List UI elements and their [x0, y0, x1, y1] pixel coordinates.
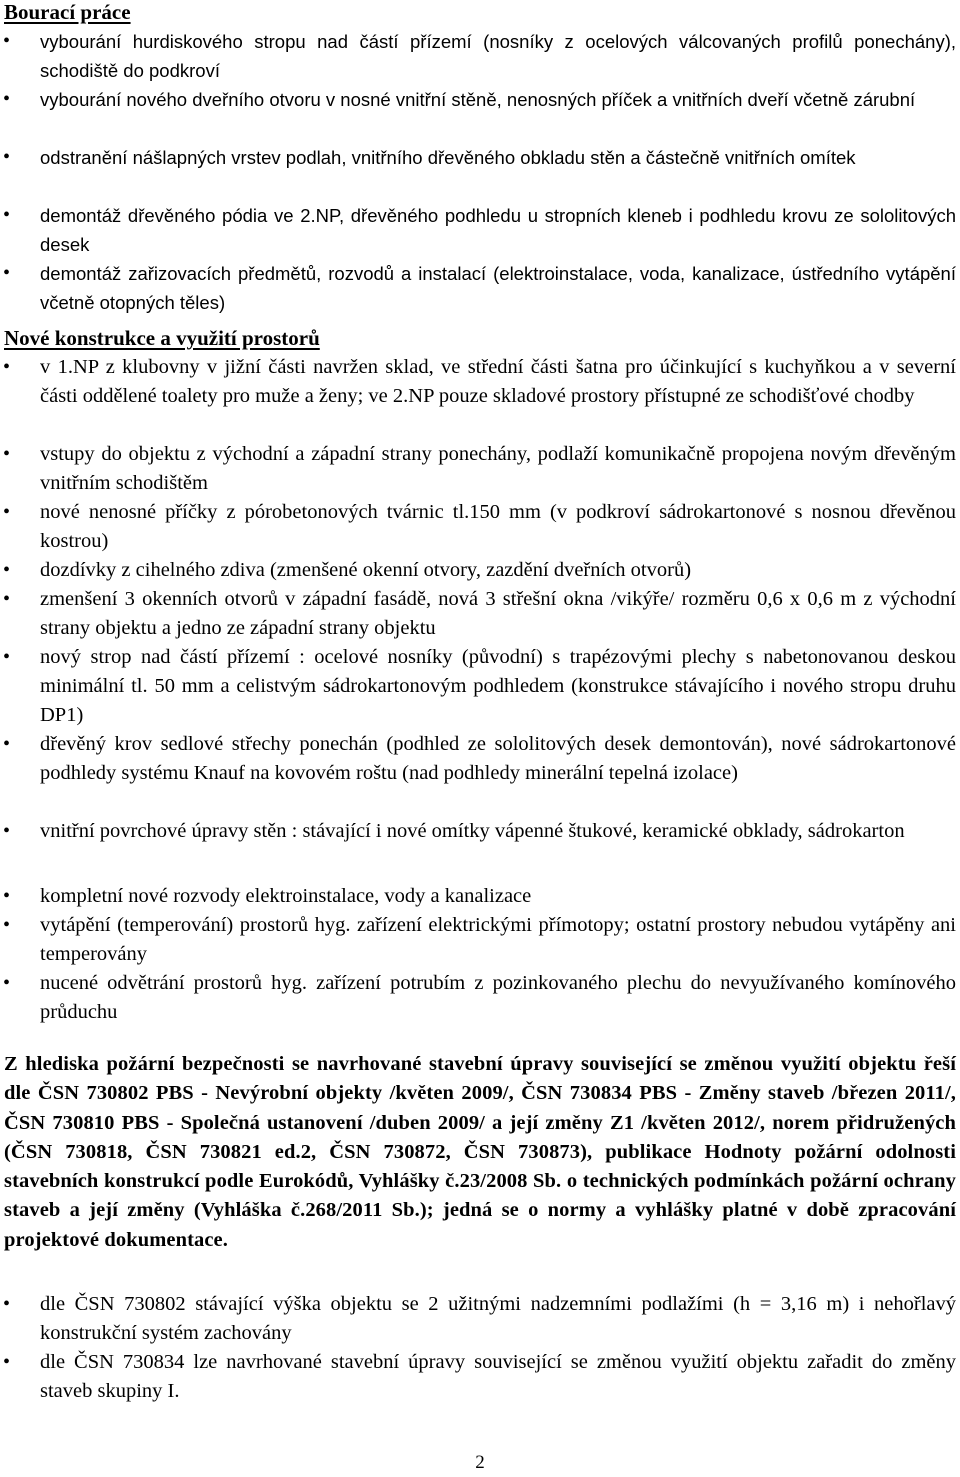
list-item-text: nové nenosné příčky z pórobetonových tvárnic tl.150 mm (v podkroví sádrokartonové s nosnou dřevěnou kostrou): [40, 501, 956, 552]
bullet-icon: •: [3, 204, 11, 226]
fire-safety-paragraph: Z hlediska požární bezpečnosti se navrhované stavební úpravy související se změnou využití objektu řeší dle ČSN 730802 PBS - Nevýrobní objekty /květen 2009/, ČSN 730834 PBS - Změny staveb /březen 2011/, ČSN 730810 PBS - Společná ustanovení /duben 2009/ a její změny Z1 /květen 2012/, norem přidružených (ČSN 730818, ČSN 730821 ed.2, ČSN 730872, ČSN 730873), publikace Hodnoty požární odolnosti stavebních konstrukcí podle Eurokódů, Vyhlášky č.23/2008 Sb. o technických podmínkách požární ochrany staveb a její změny (Vyhláška č.268/2011 Sb.); jedná se o normy a vyhlášky platné v době zpracování projektové dokumentace.: [4, 1053, 956, 1251]
list-item-text: demontáž zařizovacích předmětů, rozvodů a instalací (elektroinstalace, voda, kanalizace, ústředního vytápění včetně otopných těles): [40, 263, 956, 313]
bullet-icon: •: [3, 1351, 11, 1373]
bullet-icon: •: [3, 885, 11, 907]
bullet-icon: •: [3, 733, 11, 755]
bullet-icon: •: [3, 1293, 11, 1315]
list-item-text: vnitřní povrchové úpravy stěn : stávající i nové omítky vápenné štukové, keramické obklady, sádrokarton: [40, 820, 905, 842]
page-number: 2: [475, 1452, 485, 1473]
list-item-text: vstupy do objektu z východní a západní strany ponechány, podlaží komunikačně propojena novým dřevěným vnitřním schodištěm: [40, 443, 956, 494]
list-item-text: vybourání hurdiskového stropu nad částí přízemí (nosníky z ocelových válcovaných profilů ponechány), schodiště do podkroví: [40, 31, 956, 81]
list-item-text: vytápění (temperování) prostorů hyg. zařízení elektrickými přímotopy; ostatní prostory nebudou vytápěny ani temperovány: [40, 914, 956, 965]
list-item-text: dozdívky z cihelného zdiva (zmenšené okenní otvory, zazdění dveřních otvorů): [40, 559, 692, 581]
list-item-text: odstranění nášlapných vrstev podlah, vnitřního dřevěného obkladu stěn a částečně vnitřních omítek: [40, 147, 856, 168]
bullet-icon: •: [3, 559, 11, 581]
bullet-icon: •: [3, 588, 11, 610]
bullet-icon: •: [3, 88, 11, 110]
bullet-icon: •: [3, 356, 11, 378]
bullet-icon: •: [3, 820, 11, 842]
list-item-text: v 1.NP z klubovny v jižní části navržen sklad, ve střední části šatna pro účinkující s kuchyňkou a v severní části oddělené toalety pro muže a ženy; ve 2.NP pouze skladové prostory přístupné ze schodišťové chodby: [40, 356, 956, 407]
bullet-icon: •: [3, 30, 11, 52]
bullet-icon: •: [3, 914, 11, 936]
bullet-icon: •: [3, 972, 11, 994]
bullet-icon: •: [3, 262, 11, 284]
list-item-text: vybourání nového dveřního otvoru v nosné vnitřní stěně, nenosných příček a vnitřních dveří včetně zárubní: [40, 89, 916, 110]
list-item-text: kompletní nové rozvody elektroinstalace, vody a kanalizace: [40, 885, 532, 907]
section-heading-new-structures: Nové konstrukce a využití prostorů: [4, 326, 320, 350]
list-item-text: nový strop nad částí přízemí : ocelové nosníky (původní) s trapézovými plechy s nabetonovanou deskou minimální tl. 50 mm a celistvým sádrokartonovým podhledem (konstrukce stávajícího i nového stropu druhu DP1): [40, 646, 956, 726]
list-item-text: dle ČSN 730834 lze navrhované stavební úpravy související se změnou využití objektu zařadit do změny staveb skupiny I.: [40, 1351, 956, 1402]
list-item-text: zmenšení 3 okenních otvorů v západní fasádě, nová 3 střešní okna /vikýře/ rozměru 0,6 x 0,6 m z východní strany objektu a jedno ze západní strany objektu: [40, 588, 956, 639]
bullet-icon: •: [3, 501, 11, 523]
list-item-text: dle ČSN 730802 stávající výška objektu se 2 užitnými nadzemními podlažími (h = 3,16 m) i nehořlavý konstrukční systém zachovány: [40, 1293, 956, 1344]
bullet-icon: •: [3, 146, 11, 168]
list-item-text: dřevěný krov sedlové střechy ponechán (podhled ze sololitových desek demontován), nové sádrokartonové podhledy systému Knauf na kovovém roštu (nad podhledy minerální tepelná izolace): [40, 733, 956, 784]
list-item-text: demontáž dřevěného pódia ve 2.NP, dřevěného podhledu u stropních kleneb i podhledu krovu ze sololitových desek: [40, 205, 956, 255]
bullet-icon: •: [3, 646, 11, 668]
bullet-icon: •: [3, 443, 11, 465]
list-item-text: nucené odvětrání prostorů hyg. zařízení potrubím z pozinkovaného plechu do nevyužívaného komínového průduchu: [40, 972, 956, 1023]
section-heading-demolition: Bourací práce: [4, 0, 131, 24]
